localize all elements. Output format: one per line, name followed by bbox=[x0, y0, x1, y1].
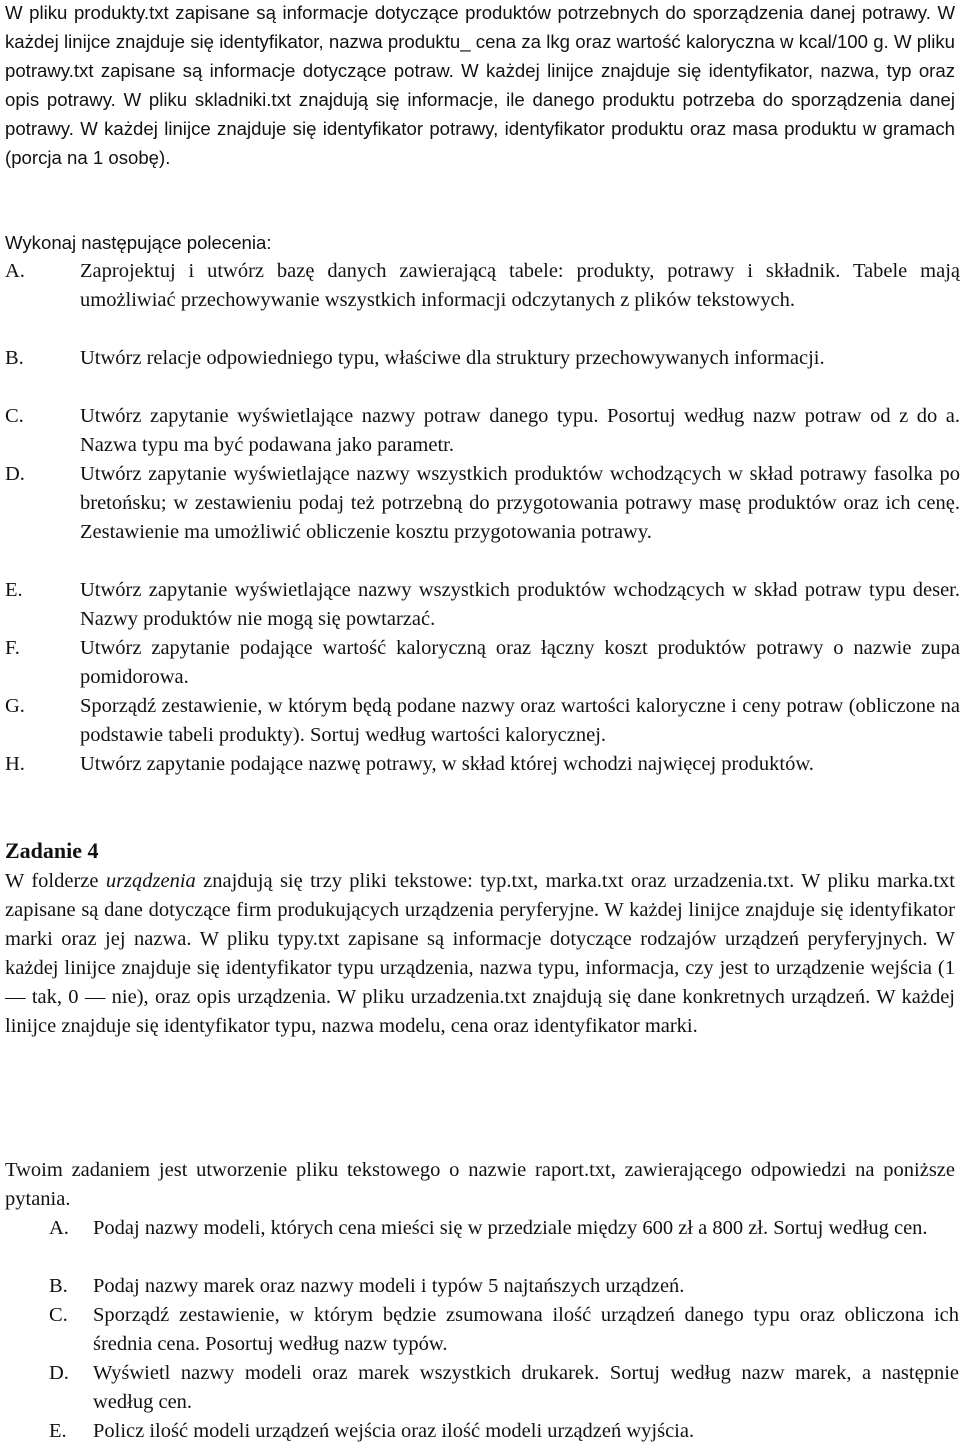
task-instruction: Wykonaj następujące polecenia: bbox=[5, 232, 272, 253]
list-item-label: G. bbox=[5, 695, 25, 717]
section-heading: Zadanie 4 bbox=[5, 838, 99, 863]
task4-text-start: W folderze bbox=[5, 870, 106, 892]
list-item-label: B. bbox=[5, 347, 24, 369]
intro-paragraph: W pliku produkty.txt zapisane są informacje dotyczące produktów potrzebnych do sporządzenia danej potrawy. W każdej linijce znajduje się identyfikator, nazwa produktu_ cena za lkg oraz wartość kaloryczna w kcal/100 g. W pliku potrawy.txt zapisane są informacje dotyczące potraw. W każdej linijce znajduje się identyfikator, nazwa, typ oraz opis potrawy. W pliku skladniki.txt znajdują się informacje, ile danego produktu potrzeba do sporządzenia danej potrawy. W każdej linijce znajduje się identyfikator potrawy, identyfikator produktu oraz masa produktu w gramach (porcja na 1 osobę). bbox=[5, 2, 955, 168]
list-item-text: Sporządź zestawienie, w którym będą podane nazwy oraz wartości kaloryczne i ceny potraw (obliczone na podstawie tabeli produkty). Sortuj według wartości kalorycznej. bbox=[80, 695, 960, 746]
list-item-label: A. bbox=[5, 260, 25, 282]
list-item-text: Utwórz zapytanie wyświetlające nazwy wszystkich produktów wchodzących w skład potrawy fasolka po bretońsku; w zestawieniu podaj też potrzebną do przygotowania potrawy masę produktów oraz ich cenę. Zestawienie ma umożliwić obliczenie kosztu przygotowania potrawy. bbox=[80, 463, 960, 543]
list-item-text: Zaprojektuj i utwórz bazę danych zawierającą tabele: produkty, potrawy i składnik. Tabele mają umożliwiać przechowywanie wszystkich informacji odczytanych z plików tekstowych. bbox=[80, 260, 960, 311]
list-item-text: Policz ilość modeli urządzeń wejścia oraz ilość modeli urządzeń wyjścia. bbox=[93, 1420, 695, 1442]
list-item-text: Podaj nazwy modeli, których cena mieści się w przedziale między 600 zł a 800 zł. Sortuj według cen. bbox=[93, 1217, 928, 1239]
list-item-label: C. bbox=[5, 405, 24, 427]
list-item-label: D. bbox=[49, 1362, 69, 1384]
folder-name: urządzenia bbox=[105, 870, 196, 892]
list-item-label: D. bbox=[5, 463, 25, 485]
list-item-text: Utwórz zapytanie podające wartość kaloryczną oraz łączny koszt produktów potrawy o nazwie zupa pomidorowa. bbox=[80, 637, 960, 688]
list-item-text: Wyświetl nazwy modeli oraz marek wszystkich drukarek. Sortuj według nazw marek, a następnie według cen. bbox=[93, 1362, 959, 1413]
task4-instruction: Twoim zadaniem jest utworzenie pliku tekstowego o nazwie raport.txt, zawierającego odpowiedzi na poniższe pytania. bbox=[5, 1159, 955, 1210]
list-item-label: H. bbox=[5, 753, 25, 775]
list-item-label: B. bbox=[49, 1275, 68, 1297]
list-item-text: Sporządź zestawienie, w którym będzie zsumowana ilość urządzeń danego typu oraz obliczona ich średnia cena. Posortuj według nazw typów. bbox=[93, 1304, 959, 1355]
list-item-label: E. bbox=[5, 579, 23, 601]
list-item-text: Podaj nazwy marek oraz nazwy modeli i typów 5 najtańszych urządzeń. bbox=[93, 1275, 685, 1297]
list-item-text: Utwórz zapytanie podające nazwę potrawy, w skład której wchodzi najwięcej produktów. bbox=[80, 753, 814, 775]
list-item-label: F. bbox=[5, 637, 20, 659]
list-item-text: Utwórz zapytanie wyświetlające nazwy wszystkich produktów wchodzących w skład potraw typu deser. Nazwy produktów nie mogą się powtarzać. bbox=[80, 579, 960, 630]
list-item-text: Utwórz relacje odpowiedniego typu, właściwe dla struktury przechowywanych informacji. bbox=[80, 347, 825, 369]
list-item-text: Utwórz zapytanie wyświetlające nazwy potraw danego typu. Posortuj według nazw potraw od z do a. Nazwa typu ma być podawana jako parametr. bbox=[80, 405, 960, 456]
list-item-label: A. bbox=[49, 1217, 69, 1239]
list-item-label: C. bbox=[49, 1304, 68, 1326]
task4-text-rest: znajdują się trzy pliki tekstowe: typ.txt, marka.txt oraz urzadzenia.txt. W pliku marka.txt zapisane są dane dotyczące firm produkujących urządzenia peryferyjne. W każdej linijce znajduje się identyfikator marki oraz jej nazwa. W pliku typy.txt zapisane są informacje dotyczące rodzajów urządzeń peryferyjnych. W każdej linijce znajduje się identyfikator typu urządzenia, nazwa typu, informacja, czy jest to urządzenie wejścia (1 — tak, 0 — nie), oraz opis urządzenia. W pliku urzadzenia.txt znajdują się dane konkretnych urządzeń. W każdej linijce znajduje się identyfikator typu, nazwa modelu, cena oraz identyfikator marki. bbox=[5, 870, 955, 1037]
task4-paragraph bbox=[5, 867, 955, 1041]
list-item-label: E. bbox=[49, 1420, 67, 1442]
